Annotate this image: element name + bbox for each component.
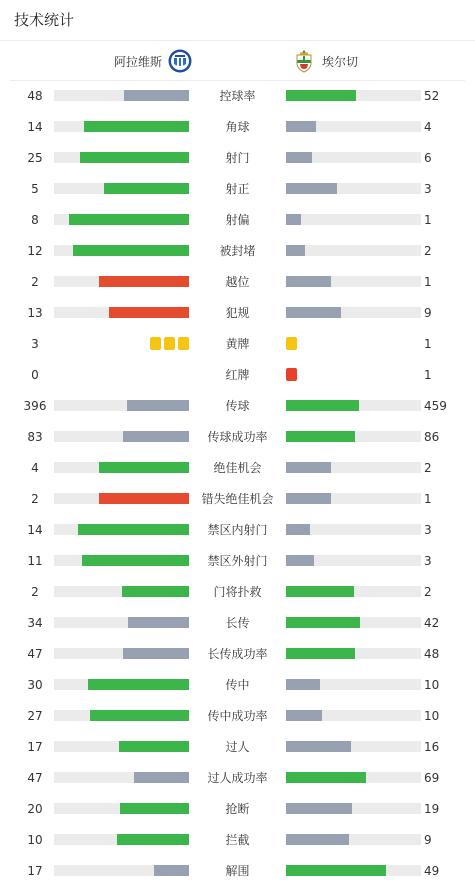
home-bar-track: [54, 741, 189, 752]
home-value: 10: [27, 833, 43, 847]
away-bar-track: [286, 152, 421, 163]
away-bar-track: [286, 214, 421, 225]
away-value: 1: [424, 368, 432, 382]
stat-label: 禁区内射门: [207, 523, 268, 537]
away-value: 3: [424, 182, 432, 196]
away-value: 48: [424, 647, 440, 661]
stat-row-shots-inside-box: [0, 520, 475, 540]
home-value: 27: [27, 709, 43, 723]
stat-row-pass-accuracy: [0, 427, 475, 447]
yellow-card-icon: [150, 337, 161, 350]
away-bar-track: [286, 307, 421, 318]
home-value: 47: [27, 647, 43, 661]
away-value: 2: [424, 461, 432, 475]
stat-label: 错失绝佳机会: [201, 492, 274, 506]
away-value: 49: [424, 864, 440, 878]
home-value: 2: [31, 275, 39, 289]
home-value: 12: [27, 244, 43, 258]
away-bar-fill: [286, 555, 314, 566]
home-bar-fill: [99, 462, 189, 473]
home-bar-track: [54, 865, 189, 876]
away-bar-fill: [286, 524, 310, 535]
home-bar-fill: [69, 214, 189, 225]
home-bar-fill: [134, 772, 189, 783]
away-bar-track: [286, 803, 421, 814]
stat-row-tackles: [0, 799, 475, 819]
home-bar-track: [54, 648, 189, 659]
home-bar-fill: [82, 555, 189, 566]
away-bar-fill: [286, 183, 337, 194]
away-value: 1: [424, 337, 432, 351]
stat-label: 角球: [225, 120, 250, 134]
away-bar-track: [286, 121, 421, 132]
away-cards: [286, 337, 297, 350]
home-bar-track: [54, 710, 189, 721]
home-value: 5: [31, 182, 39, 196]
away-bar-fill: [286, 679, 320, 690]
away-value: 42: [424, 616, 440, 630]
away-bar-fill: [286, 834, 349, 845]
away-bar-track: [286, 462, 421, 473]
away-value: 1: [424, 492, 432, 506]
home-bar-fill: [88, 679, 189, 690]
away-bar-track: [286, 586, 421, 597]
away-bar-track: [286, 555, 421, 566]
home-value: 11: [27, 554, 43, 568]
yellow-card-icon: [286, 337, 297, 350]
stat-label: 传中成功率: [207, 709, 268, 723]
away-bar-track: [286, 772, 421, 783]
home-value: 14: [27, 120, 43, 134]
alaves-crest-icon: [168, 49, 192, 73]
home-value: 0: [31, 368, 39, 382]
away-value: 3: [424, 554, 432, 568]
away-bar-fill: [286, 710, 322, 721]
stat-row-cross-accuracy: [0, 706, 475, 726]
home-bar-track: [54, 152, 189, 163]
away-bar-fill: [286, 772, 366, 783]
home-bar-fill: [154, 865, 189, 876]
away-value: 9: [424, 306, 432, 320]
stat-row-dribble-success: [0, 768, 475, 788]
home-bar-fill: [127, 400, 189, 411]
away-bar-fill: [286, 276, 331, 287]
away-bar-track: [286, 741, 421, 752]
away-bar-fill: [286, 121, 316, 132]
stat-label: 传球成功率: [207, 430, 268, 444]
home-bar-track: [54, 617, 189, 628]
stat-row-crosses: [0, 675, 475, 695]
home-bar-fill: [123, 648, 189, 659]
home-bar-fill: [73, 245, 189, 256]
away-bar-fill: [286, 214, 301, 225]
stat-label: 传中: [225, 678, 250, 692]
away-bar-track: [286, 710, 421, 721]
stat-label: 被封堵: [219, 244, 256, 258]
away-bar-fill: [286, 493, 331, 504]
teams-header: [10, 41, 465, 81]
home-bar-fill: [109, 307, 189, 318]
home-bar-track: [54, 524, 189, 535]
away-bar-track: [286, 524, 421, 535]
away-bar-track: [286, 679, 421, 690]
home-bar-track: [54, 803, 189, 814]
away-bar-track: [286, 276, 421, 287]
stat-row-long-balls: [0, 613, 475, 633]
red-card-icon: [286, 368, 297, 381]
away-value: 4: [424, 120, 432, 134]
away-bar-fill: [286, 307, 341, 318]
home-bar-fill: [119, 741, 189, 752]
away-team[interactable]: [292, 48, 358, 74]
stat-label: 传球: [225, 399, 250, 413]
stat-row-big-chances: [0, 458, 475, 478]
stat-row-yellow-cards: [0, 334, 475, 354]
home-value: 2: [31, 585, 39, 599]
home-bar-fill: [78, 524, 189, 535]
home-bar-track: [54, 834, 189, 845]
home-value: 8: [31, 213, 39, 227]
home-value: 396: [23, 399, 47, 413]
elche-crest-icon: [292, 49, 316, 73]
home-bar-track: [54, 276, 189, 287]
header: [0, 0, 475, 41]
stat-row-shots-outside-box: [0, 551, 475, 571]
away-value: 2: [424, 585, 432, 599]
home-bar-track: [54, 555, 189, 566]
home-bar-fill: [123, 431, 189, 442]
home-bar-fill: [128, 617, 189, 628]
stat-row-shots: [0, 148, 475, 168]
stat-label: 解围: [225, 864, 250, 878]
stat-row-interceptions: [0, 830, 475, 850]
home-bar-track: [54, 245, 189, 256]
away-value: 3: [424, 523, 432, 537]
home-bar-fill: [84, 121, 189, 132]
home-bar-fill: [104, 183, 189, 194]
away-bar-track: [286, 90, 421, 101]
away-value: 10: [424, 678, 440, 692]
away-bar-track: [286, 400, 421, 411]
away-value: 9: [424, 833, 432, 847]
home-bar-track: [54, 307, 189, 318]
home-team-name: 阿拉维斯: [114, 54, 163, 69]
away-bar-track: [286, 834, 421, 845]
home-bar-track: [54, 462, 189, 473]
home-value: 25: [27, 151, 43, 165]
away-value: 1: [424, 275, 432, 289]
home-bar-track: [54, 431, 189, 442]
away-bar-track: [286, 245, 421, 256]
home-value: 83: [27, 430, 43, 444]
stat-label: 黄牌: [225, 337, 250, 351]
home-bar-track: [54, 772, 189, 783]
home-value: 17: [27, 740, 43, 754]
yellow-card-icon: [164, 337, 175, 350]
stat-row-blocked-shots: [0, 241, 475, 261]
stat-label: 门将扑救: [213, 585, 262, 599]
away-bar-fill: [286, 400, 359, 411]
home-value: 4: [31, 461, 39, 475]
stat-row-shots-on-target: [0, 179, 475, 199]
stat-row-clearances: [0, 861, 475, 881]
away-value: 2: [424, 244, 432, 258]
home-bar-track: [54, 90, 189, 101]
away-bar-fill: [286, 741, 351, 752]
away-value: 6: [424, 151, 432, 165]
away-cards: [286, 368, 297, 381]
home-team[interactable]: [114, 48, 192, 74]
stat-label: 红牌: [225, 368, 250, 382]
away-bar-track: [286, 183, 421, 194]
stat-label: 拦截: [225, 833, 250, 847]
away-value: 1: [424, 213, 432, 227]
home-bar-fill: [120, 803, 189, 814]
home-bar-track: [54, 214, 189, 225]
home-bar-fill: [117, 834, 189, 845]
stat-row-dribbles: [0, 737, 475, 757]
away-bar-fill: [286, 90, 356, 101]
stat-row-red-cards: [0, 365, 475, 385]
away-bar-fill: [286, 245, 305, 256]
away-value: 19: [424, 802, 440, 816]
home-bar-track: [54, 679, 189, 690]
home-value: 14: [27, 523, 43, 537]
away-value: 69: [424, 771, 440, 785]
stat-label: 过人成功率: [207, 771, 268, 785]
home-value: 30: [27, 678, 43, 692]
stat-label: 射门: [225, 151, 250, 165]
home-cards: [150, 337, 189, 350]
stats-list: [0, 81, 475, 887]
home-value: 2: [31, 492, 39, 506]
stat-row-possession: [0, 86, 475, 106]
stat-label: 越位: [225, 275, 250, 289]
stat-label: 禁区外射门: [207, 554, 268, 568]
home-value: 17: [27, 864, 43, 878]
stat-row-shots-off-target: [0, 210, 475, 230]
home-value: 48: [27, 89, 43, 103]
stat-row-goalkeeper-saves: [0, 582, 475, 602]
away-bar-fill: [286, 431, 355, 442]
home-value: 20: [27, 802, 43, 816]
home-bar-fill: [80, 152, 189, 163]
away-value: 16: [424, 740, 440, 754]
away-bar-track: [286, 617, 421, 628]
stat-row-fouls: [0, 303, 475, 323]
stat-label: 犯规: [225, 306, 250, 320]
away-bar-track: [286, 431, 421, 442]
home-bar-track: [54, 586, 189, 597]
yellow-card-icon: [178, 337, 189, 350]
stat-row-passes: [0, 396, 475, 416]
home-value: 3: [31, 337, 39, 351]
away-bar-track: [286, 865, 421, 876]
away-bar-fill: [286, 803, 352, 814]
home-bar-fill: [90, 710, 189, 721]
stat-label: 控球率: [219, 89, 256, 103]
stat-row-big-chances-missed: [0, 489, 475, 509]
away-bar-fill: [286, 152, 312, 163]
stat-label: 射偏: [225, 213, 250, 227]
home-bar-fill: [122, 586, 190, 597]
home-value: 13: [27, 306, 43, 320]
stat-row-offsides: [0, 272, 475, 292]
away-team-name: 埃尔切: [322, 54, 359, 69]
away-bar-fill: [286, 865, 386, 876]
home-value: 47: [27, 771, 43, 785]
home-bar-fill: [99, 276, 189, 287]
away-bar-fill: [286, 586, 354, 597]
page-title: 技术统计: [14, 11, 75, 29]
home-bar-track: [54, 183, 189, 194]
stat-label: 绝佳机会: [213, 461, 262, 475]
away-value: 52: [424, 89, 440, 103]
stat-label: 过人: [225, 740, 250, 754]
away-bar-fill: [286, 617, 360, 628]
stat-label: 抢断: [225, 802, 250, 816]
home-bar-track: [54, 121, 189, 132]
away-bar-fill: [286, 462, 331, 473]
away-bar-track: [286, 648, 421, 659]
stat-label: 长传成功率: [207, 647, 268, 661]
home-bar-track: [54, 493, 189, 504]
away-value: 86: [424, 430, 440, 444]
stat-row-long-ball-accuracy: [0, 644, 475, 664]
away-value: 459: [424, 399, 447, 413]
home-bar-track: [54, 400, 189, 411]
stat-label: 射正: [225, 182, 250, 196]
home-value: 34: [27, 616, 43, 630]
away-bar-track: [286, 493, 421, 504]
away-value: 10: [424, 709, 440, 723]
home-bar-fill: [99, 493, 189, 504]
away-bar-fill: [286, 648, 355, 659]
home-bar-fill: [124, 90, 189, 101]
stat-row-corners: [0, 117, 475, 137]
stat-label: 长传: [225, 616, 250, 630]
